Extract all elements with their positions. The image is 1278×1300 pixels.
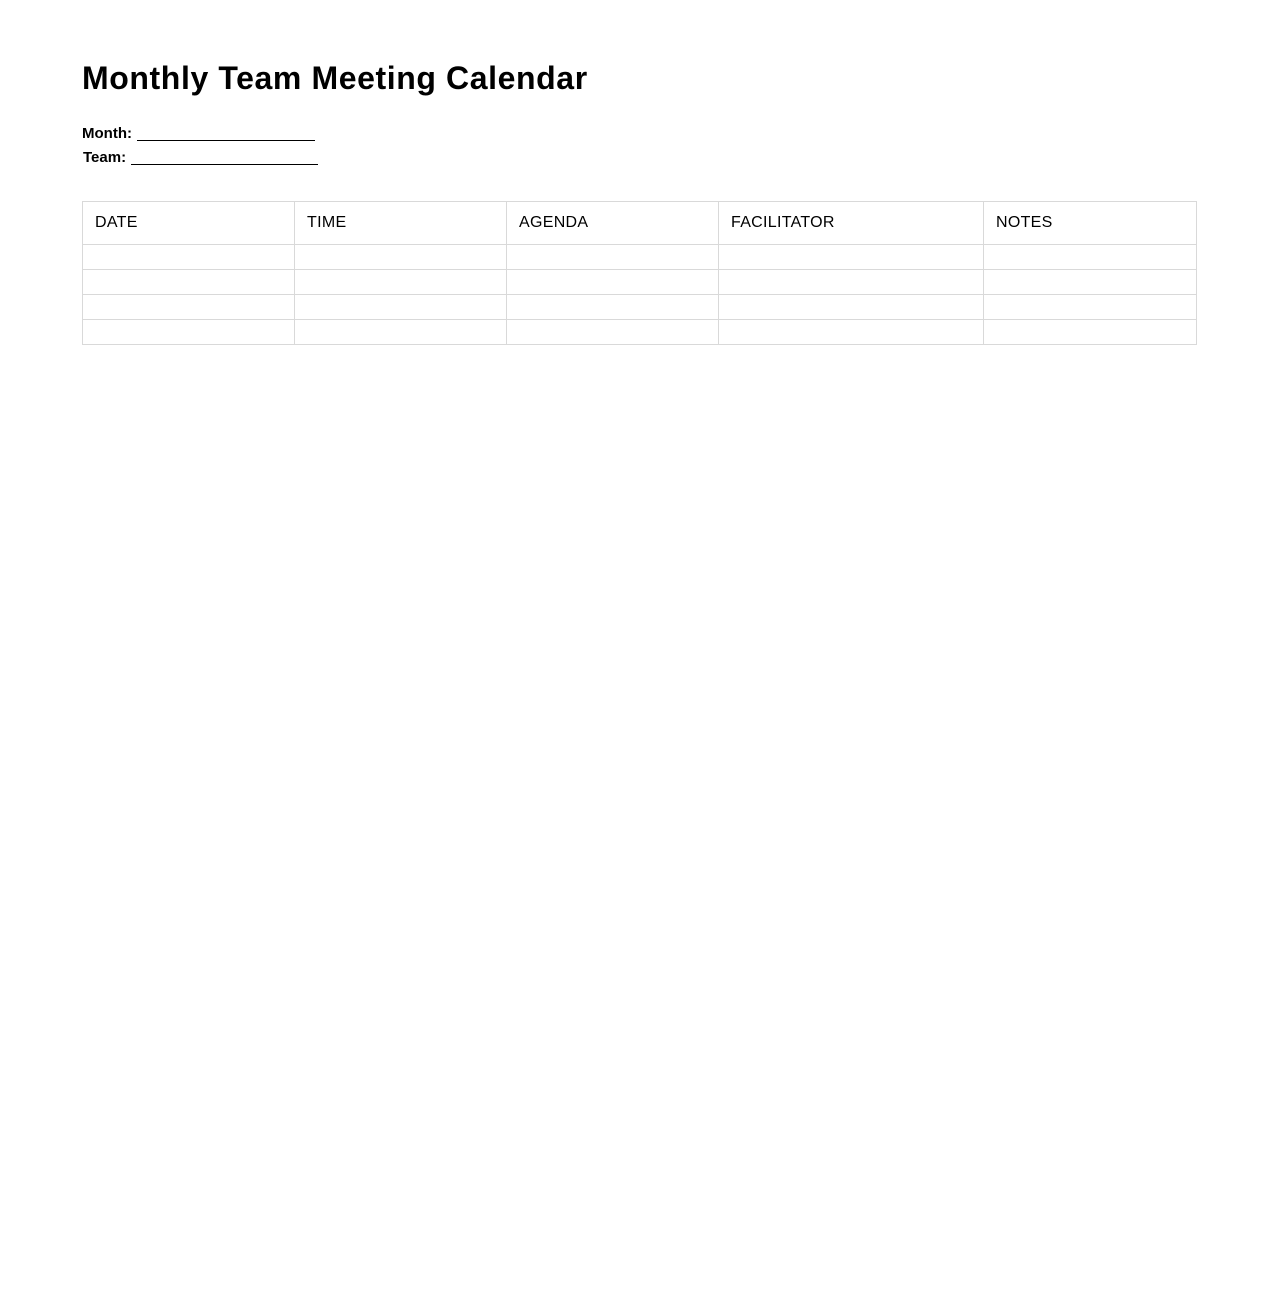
- notes-cell[interactable]: [984, 295, 1197, 320]
- document-page: [82, 58, 1196, 231]
- facilitator-cell[interactable]: [719, 245, 984, 270]
- time-cell[interactable]: [295, 320, 507, 345]
- table-header-row: [83, 202, 1197, 245]
- column-header-time: TIME: [295, 202, 507, 245]
- team-blank-line[interactable]: [131, 150, 318, 165]
- table-row: [83, 320, 1197, 345]
- team-field: [82, 146, 1196, 170]
- month-blank-line[interactable]: [137, 126, 315, 141]
- column-header-notes: NOTES: [984, 202, 1197, 245]
- column-header-agenda: AGENDA: [507, 202, 719, 245]
- notes-cell[interactable]: [984, 245, 1197, 270]
- table-row: [83, 270, 1197, 295]
- date-cell[interactable]: [83, 245, 295, 270]
- facilitator-cell[interactable]: [719, 270, 984, 295]
- month-field: [82, 122, 1196, 146]
- team-label: Team:: [83, 149, 127, 166]
- column-header-facilitator: FACILITATOR: [719, 202, 984, 245]
- date-cell[interactable]: [83, 270, 295, 295]
- column-header-date: DATE: [83, 202, 295, 245]
- time-cell[interactable]: [295, 270, 507, 295]
- date-cell[interactable]: [83, 295, 295, 320]
- page-title: Monthly Team Meeting Calendar: [82, 60, 588, 96]
- agenda-cell[interactable]: [507, 270, 719, 295]
- time-cell[interactable]: [295, 245, 507, 270]
- agenda-cell[interactable]: [507, 320, 719, 345]
- agenda-cell[interactable]: [507, 245, 719, 270]
- facilitator-cell[interactable]: [719, 320, 984, 345]
- notes-cell[interactable]: [984, 320, 1197, 345]
- notes-cell[interactable]: [984, 270, 1197, 295]
- agenda-cell[interactable]: [507, 295, 719, 320]
- meeting-table: [82, 201, 1197, 345]
- table-row: [83, 245, 1197, 270]
- table-row: [83, 295, 1197, 320]
- facilitator-cell[interactable]: [719, 295, 984, 320]
- month-label: Month:: [82, 125, 132, 142]
- header-fields: [82, 122, 1196, 170]
- time-cell[interactable]: [295, 295, 507, 320]
- date-cell[interactable]: [83, 320, 295, 345]
